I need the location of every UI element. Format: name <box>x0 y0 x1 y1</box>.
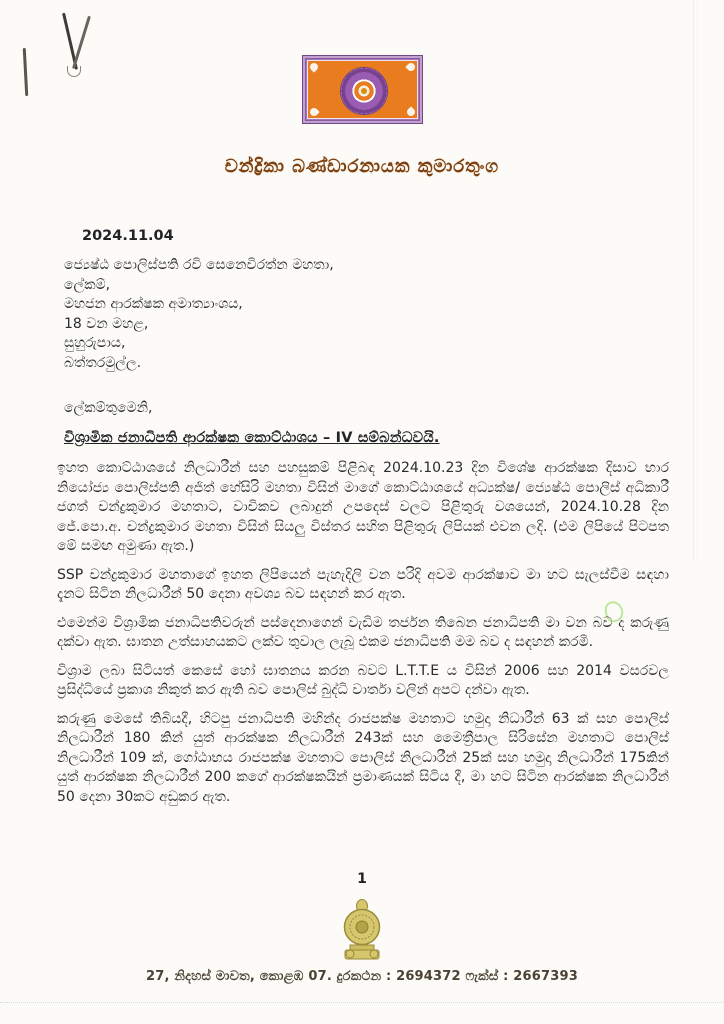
address-line: බත්තරමුල්ල. <box>64 354 142 371</box>
recipient-address <box>64 256 334 373</box>
body-paragraph: SSP චන්ද්‍රකුමාර මහතාගේ ඉහත ලිපියෙන් පැහැදිලි වන පරිදි අවම ආරක්ෂාව මා හට සැලස්වීම සඳහා දැනට සිටින නිලධාරීන් 50 දෙනා අවශ්‍ය බව සඳහන් කර ඇත. <box>57 566 669 602</box>
page-number: 1 <box>357 871 367 887</box>
address-line: සුහුරුපාය, <box>64 335 126 351</box>
flag-field <box>307 60 418 119</box>
body-paragraph: විශ්‍රාම ලබා සිටියත් කෙසේ හෝ ඝාතනය කරන බවට L.T.T.E ය විසින් 2006 සහ 2014 වසරවල ප්‍රසිද්ධියේ ප්‍රකාශ නිකුත් කර ඇති බව පොලිස් බුද්ධි වාර්තා වලින් අපට දන්වා ඇත. <box>57 662 669 698</box>
flag-corner-ornament <box>405 61 416 72</box>
letterhead-flag-icon <box>302 55 423 124</box>
body-paragraph: කරුණු මෙසේ තිබියදී, හිටපු ජනාධිපති මහින්ද රාජපක්ෂ මහතාට හමුදා නිධාරීන් 63 ක් සහ පොලිස් නිලධාරීන් 180 කින් යුත් ආරක්ෂක නිලධාරීන් 243ක් සහ මෛත්‍රීපාල සිරිසේන මහතාට පොලිස් නිලධාරීන් 109 ක්, ගෝඨාභය රාජපක්ෂ මහතාට පොලිස් නිලධාරීන් 25ක් සහ හමුදා නිලධාරීන් 175කින් යුත් ආරක්ෂක නිලධාරීන් 200 කගේ ආරක්ෂකයින් ප්‍රමාණයක් සිටිය දී, මා හට සිටින ආරක්ෂක නිලධාරීන් 50 දෙනා 30කට අඩුකර ඇත. <box>57 710 669 805</box>
flag-corner-ornament <box>308 61 319 72</box>
subject-line: විශ්‍රාමික ජනාධිපති ආරක්ෂක කොට්ඨාශය – IV සම්බන්ධවයි. <box>64 430 440 446</box>
salutation: ලේකම්තුමෙනි, <box>64 400 153 416</box>
body-paragraph: එමෙන්ම විශ්‍රාමික ජනාධිපතිවරුන් පස්දෙනාගෙන් වැඩිම තර්ජන තිබෙන ජනාධිපති මා වන බව ද කරුණු දක්වා ඇත. ඝාතන උත්සාහයකට ලක්ව තුවාල ලැබූ එකම ජනාධිපති මම බව ද සඳහන් කරමි. <box>57 614 669 650</box>
flag-corner-ornament <box>405 106 416 117</box>
body-paragraph: ඉහත කොට්ඨාශයේ නිලධාරීන් සහ පහසුකම් පිළිබඳ 2024.10.23 දින විශේෂ ආරක්ෂක දිසාව භාර නියෝජ්‍ය පොලිස්පති අජිත් හේසිරි මහතා විසින් මාගේ කොට්ඨාශයේ අධ්‍යක්ෂ/ ජ්‍යෙෂ්ඨ පොලිස් අධිකාරී ජගත් චන්ද්‍රකුමාර මහතාට, වාචිකව ලබාදුන් උපදෙස් වලට පිළිතුරු වශයෙන්, 2024.10.28 දින ජේ.පො.අ. චන්ද්‍රකුමාර මහතා විසින් සියලු විස්තර සහිත පිළිතුරු ලිපියක් එවන ලදි. (එම ලිපියේ පිටපත මේ සමඟ අමුණා ඇත.) <box>57 460 669 554</box>
address-line: ලේකම්, <box>64 276 111 293</box>
address-line: ජ්‍යෙෂ්ඨ පොලිස්පති රවි සෙනෙවිරත්න මහතා, <box>64 257 334 273</box>
flag-mandala-icon <box>340 67 388 115</box>
scan-edge <box>0 1002 724 1005</box>
address-line: මහජන ආරක්ෂක අමාත්‍යාංශය, <box>64 296 243 312</box>
staple-mark-icon <box>14 8 114 103</box>
national-emblem-icon <box>337 897 387 967</box>
address-line: 18 වන මහළ, <box>64 315 149 332</box>
footer-address: 27, නිදහස් මාවත, කොළඹ 07. දුරකථන : 2694372 ෆැක්ස් : 2667393 <box>145 969 579 984</box>
paper-crease <box>693 0 698 560</box>
flag-corner-ornament <box>308 106 319 117</box>
letter-body <box>57 459 669 816</box>
letter-date: 2024.11.04 <box>82 228 174 244</box>
letterhead-name: චන්ද්‍රිකා බණ්ඩාරනායක කුමාරතුංග <box>224 156 500 177</box>
